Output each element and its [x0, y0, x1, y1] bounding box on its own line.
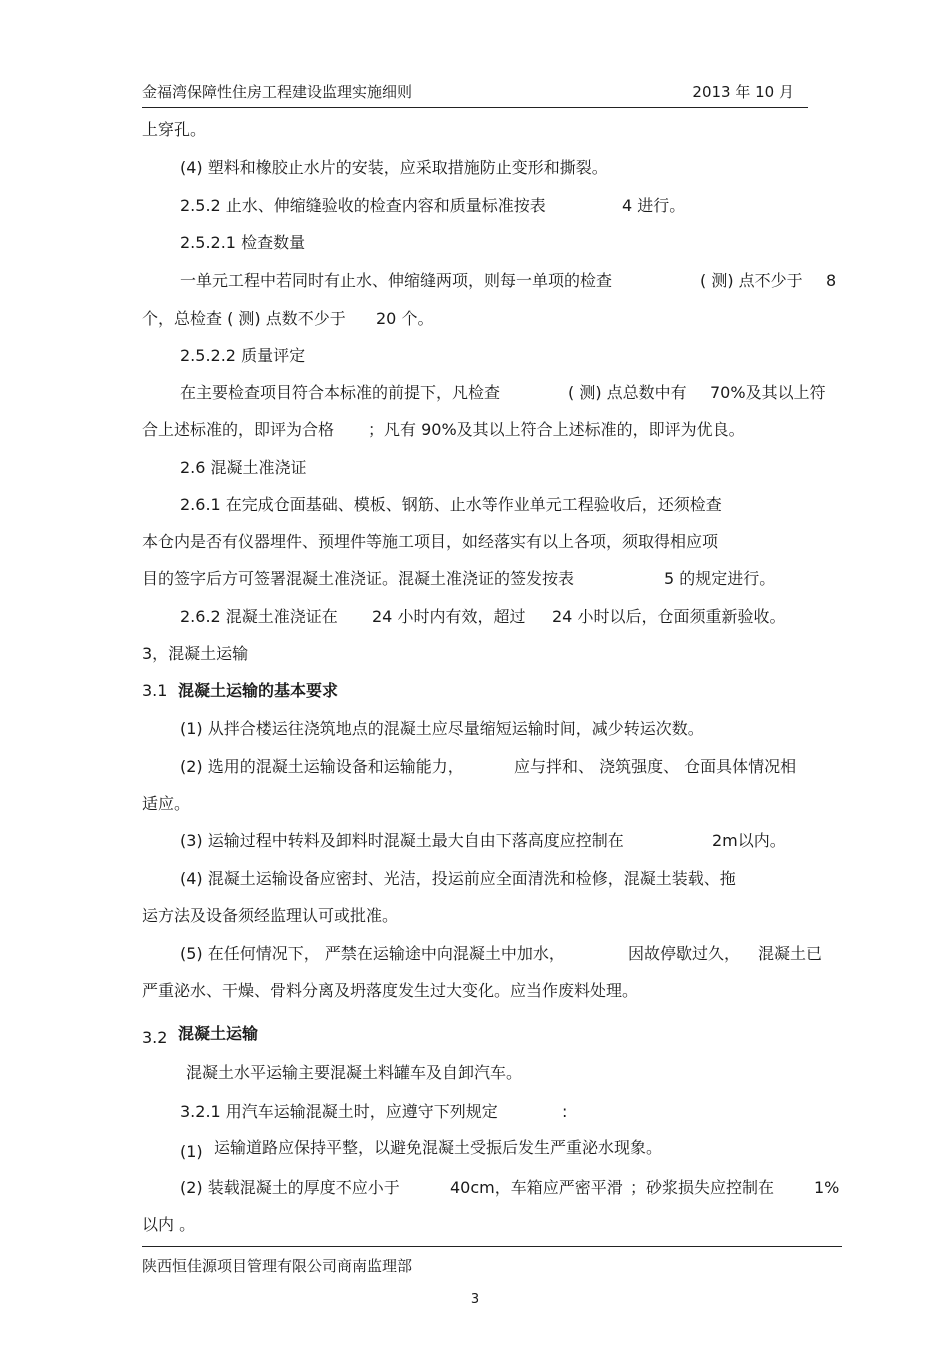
text-segment: 20 个。: [376, 309, 434, 328]
text-segment: 混凝土水平运输主要混凝土料罐车及自卸汽车。: [186, 1063, 523, 1082]
text-segment: 一单元工程中若同时有止水、伸缩缝两项，则每一单项的检查: [180, 271, 613, 290]
text-segment: 40cm，车箱应严密平滑: [450, 1178, 623, 1197]
text-segment: 适应。: [142, 794, 191, 813]
text-segment: (1): [180, 1142, 203, 1161]
text-segment: 运输道路应保持平整，以避免混凝土受振后发生严重泌水现象。: [214, 1138, 663, 1157]
text-segment: 24 小时内有效，超过: [372, 607, 526, 626]
text-segment: 2.5.2 止水、伸缩缝验收的检查内容和质量标准按表: [180, 196, 546, 215]
text-segment: (5) 在任何情况下， 严禁在运输途中向混凝土中加水，: [180, 944, 565, 963]
section-title: 混凝土运输: [178, 1024, 259, 1043]
text-segment: 严重泌水、干燥、骨料分离及坍落度发生过大变化。应当作废料处理。: [142, 981, 639, 1000]
text-segment: 上穿孔。: [142, 120, 207, 139]
text-segment: 因故停歇过久，: [628, 944, 741, 963]
text-segment: 70%及其以上符: [710, 383, 826, 402]
text-segment: 运方法及设备须经监理认可或批准。: [142, 906, 399, 925]
text-segment: 2.6.2 混凝土准浇证在: [180, 607, 338, 626]
text-segment: ( 测) 点总数中有: [568, 383, 687, 402]
text-segment: (2) 装载混凝土的厚度不应小于: [180, 1178, 400, 1197]
text-segment: (3) 运输过程中转料及卸料时混凝土最大自由下落高度应控制在: [180, 831, 624, 850]
header-rule: [142, 107, 808, 108]
text-segment: ；凡有 90%及其以上符合上述标准的，即评为优良。: [368, 420, 745, 439]
footer-rule: [142, 1246, 842, 1247]
text-segment: 4 进行。: [622, 196, 686, 215]
text-segment: 个，总检查 ( 测) 点数不少于: [142, 309, 346, 328]
text-segment: :: [562, 1102, 568, 1121]
text-segment: 3，混凝土运输: [142, 644, 249, 663]
text-segment: 本仓内是否有仪器埋件、预埋件等施工项目，如经落实有以上各项，须取得相应项: [142, 532, 719, 551]
text-segment: (4) 混凝土运输设备应密封、光洁，投运前应全面清洗和检修，混凝土装载、拖: [180, 869, 736, 888]
section-number: 3.1: [142, 681, 168, 700]
header-date: 2013 年 10 月: [692, 83, 794, 101]
text-segment: (2) 选用的混凝土运输设备和运输能力，: [180, 757, 464, 776]
text-segment: 2.5.2.2 质量评定: [180, 346, 306, 365]
text-segment: 2.5.2.1 检查数量: [180, 233, 306, 252]
text-segment: 3.2.1 用汽车运输混凝土时，应遵守下列规定: [180, 1102, 498, 1121]
text-segment: (4) 塑料和橡胶止水片的安装，应采取措施防止变形和撕裂。: [180, 158, 608, 177]
text-segment: 2.6 混凝土准浇证: [180, 458, 307, 477]
text-segment: 1%: [814, 1178, 840, 1197]
text-segment: 合上述标准的，即评为合格: [142, 420, 335, 439]
text-segment: ；砂浆损失应控制在: [630, 1178, 775, 1197]
text-segment: 以内 。: [142, 1215, 196, 1234]
header-title: 金福湾保障性住房工程建设监理实施细则: [142, 83, 413, 101]
footer-organization: 陕西恒佳源项目管理有限公司商南监理部: [142, 1257, 413, 1275]
section-title: 混凝土运输的基本要求: [178, 681, 339, 700]
page-number: 3: [470, 1292, 480, 1307]
text-segment: 2m以内。: [712, 831, 786, 850]
text-segment: 5 的规定进行。: [664, 569, 776, 588]
text-segment: 24 小时以后，仓面须重新验收。: [552, 607, 786, 626]
text-segment: 目的签字后方可签署混凝土准浇证。混凝土准浇证的签发按表: [142, 569, 575, 588]
text-segment: 2.6.1 在完成仓面基础、模板、钢筋、止水等作业单元工程验收后，还须检查: [180, 495, 722, 514]
text-segment: 在主要检查项目符合本标准的前提下，凡检查: [180, 383, 501, 402]
text-segment: (1) 从拌合楼运往浇筑地点的混凝土应尽量缩短运输时间，减少转运次数。: [180, 719, 704, 738]
text-segment: 8: [826, 271, 837, 290]
text-segment: ( 测) 点不少于: [700, 271, 803, 290]
text-segment: 应与拌和、 浇筑强度、 仓面具体情况相: [514, 757, 797, 776]
text-segment: 混凝土已: [758, 944, 823, 963]
section-number: 3.2: [142, 1028, 168, 1047]
